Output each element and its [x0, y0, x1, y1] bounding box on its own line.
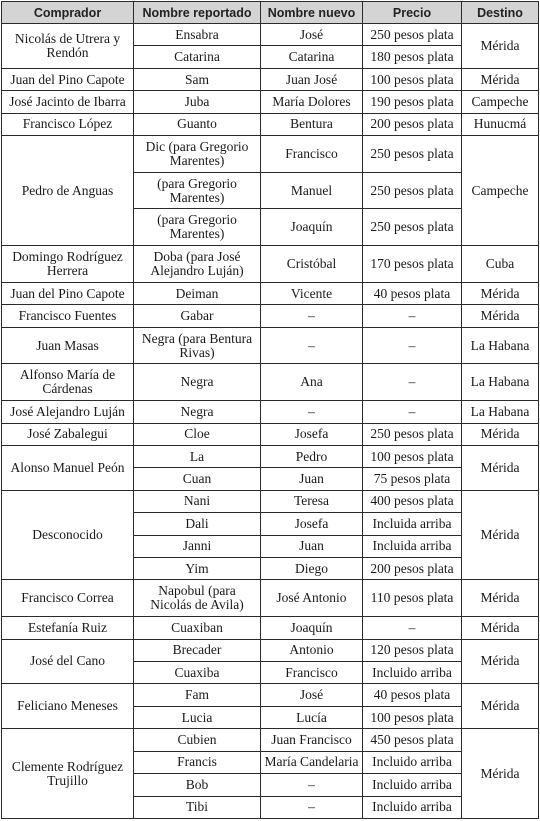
price-cell: 450 pesos plata — [363, 729, 462, 751]
price-cell: 100 pesos plata — [363, 445, 462, 467]
table-row — [2, 580, 539, 617]
reported-name-cell: Cloe — [134, 423, 261, 445]
destination-cell: Mérida — [462, 423, 539, 445]
price-cell: – — [363, 617, 462, 639]
reported-name-cell: Napobul (para Nicolás de Avila) — [134, 580, 261, 617]
table-row — [2, 24, 539, 46]
reported-name-cell: Negra — [134, 401, 261, 423]
new-name-cell: Catarina — [261, 46, 363, 68]
new-name-cell: Juan José — [261, 68, 363, 90]
buyer-cell: Nicolás de Utrera y Rendón — [2, 24, 134, 69]
reported-name-cell: Nani — [134, 490, 261, 512]
header-comprador: Comprador — [2, 2, 134, 24]
reported-name-cell: Francis — [134, 751, 261, 773]
new-name-cell: Antonio — [261, 639, 363, 661]
buyer-cell: Francisco López — [2, 113, 134, 135]
new-name-cell: Manuel — [261, 172, 363, 209]
reported-name-cell: Dali — [134, 513, 261, 535]
table-row — [2, 327, 539, 364]
table-row — [2, 136, 539, 173]
new-name-cell: – — [261, 327, 363, 364]
destination-cell: Campeche — [462, 136, 539, 246]
buyer-cell: Estefanía Ruiz — [2, 617, 134, 639]
price-cell: 170 pesos plata — [363, 246, 462, 283]
destination-cell: La Habana — [462, 364, 539, 401]
header-destino: Destino — [462, 2, 539, 24]
new-name-cell: José Antonio — [261, 580, 363, 617]
new-name-cell: Juan Francisco — [261, 729, 363, 751]
price-cell: – — [363, 401, 462, 423]
destination-cell: Campeche — [462, 91, 539, 113]
new-name-cell: Juan — [261, 535, 363, 557]
buyer-cell: José Zabalegui — [2, 423, 134, 445]
buyer-cell: Juan del Pino Capote — [2, 68, 134, 90]
table-row — [2, 684, 539, 706]
reported-name-cell: Lucia — [134, 706, 261, 728]
destination-cell: Mérida — [462, 490, 539, 580]
buyer-cell: Francisco Correa — [2, 580, 134, 617]
header-precio: Precio — [363, 2, 462, 24]
buyer-cell: Desconocido — [2, 490, 134, 580]
destination-cell: Mérida — [462, 24, 539, 69]
buyer-cell: Alonso Manuel Peón — [2, 445, 134, 490]
reported-name-cell: Dic (para Gregorio Marentes) — [134, 136, 261, 173]
buyer-cell: Domingo Rodríguez Herrera — [2, 246, 134, 283]
buyer-cell: José del Cano — [2, 639, 134, 684]
reported-name-cell: Ensabra — [134, 24, 261, 46]
price-cell: – — [363, 305, 462, 327]
new-name-cell: Teresa — [261, 490, 363, 512]
price-cell: – — [363, 327, 462, 364]
price-cell: 250 pesos plata — [363, 172, 462, 209]
price-cell: 250 pesos plata — [363, 209, 462, 246]
reported-name-cell: Guanto — [134, 113, 261, 135]
table-row — [2, 305, 539, 327]
reported-name-cell: Negra — [134, 364, 261, 401]
buyer-cell: José Alejandro Luján — [2, 401, 134, 423]
buyer-cell: Feliciano Meneses — [2, 684, 134, 729]
destination-cell: Mérida — [462, 639, 539, 684]
purchase-records-table — [1, 1, 539, 819]
new-name-cell: – — [261, 774, 363, 796]
destination-cell: Mérida — [462, 68, 539, 90]
destination-cell: La Habana — [462, 327, 539, 364]
price-cell: 100 pesos plata — [363, 706, 462, 728]
buyer-cell: Clemente Rodríguez Trujillo — [2, 729, 134, 819]
price-cell: Incluida arriba — [363, 535, 462, 557]
price-cell: Incluido arriba — [363, 774, 462, 796]
price-cell: 180 pesos plata — [363, 46, 462, 68]
destination-cell: Cuba — [462, 246, 539, 283]
reported-name-cell: La — [134, 445, 261, 467]
reported-name-cell: Fam — [134, 684, 261, 706]
price-cell: Incluido arriba — [363, 661, 462, 683]
reported-name-cell: (para Gregorio Marentes) — [134, 209, 261, 246]
reported-name-cell: Cubien — [134, 729, 261, 751]
new-name-cell: José — [261, 24, 363, 46]
new-name-cell: Pedro — [261, 445, 363, 467]
price-cell: 250 pesos plata — [363, 24, 462, 46]
price-cell: Incluido arriba — [363, 751, 462, 773]
price-cell: – — [363, 364, 462, 401]
new-name-cell: – — [261, 305, 363, 327]
new-name-cell: Joaquín — [261, 617, 363, 639]
buyer-cell: Juan Masas — [2, 327, 134, 364]
new-name-cell: Josefa — [261, 423, 363, 445]
reported-name-cell: Deiman — [134, 282, 261, 304]
table-row — [2, 91, 539, 113]
header-row — [2, 2, 539, 24]
new-name-cell: – — [261, 796, 363, 818]
new-name-cell: Francisco — [261, 661, 363, 683]
buyer-cell: Pedro de Anguas — [2, 136, 134, 246]
new-name-cell: María Dolores — [261, 91, 363, 113]
price-cell: 200 pesos plata — [363, 113, 462, 135]
table-row — [2, 639, 539, 661]
price-cell: 400 pesos plata — [363, 490, 462, 512]
new-name-cell: – — [261, 401, 363, 423]
header-nombre-nuevo: Nombre nuevo — [261, 2, 363, 24]
price-cell: 120 pesos plata — [363, 639, 462, 661]
buyer-cell: Juan del Pino Capote — [2, 282, 134, 304]
reported-name-cell: Tibi — [134, 796, 261, 818]
price-cell: 110 pesos plata — [363, 580, 462, 617]
buyer-cell: Alfonso María de Cárdenas — [2, 364, 134, 401]
reported-name-cell: Doba (para José Alejandro Luján) — [134, 246, 261, 283]
reported-name-cell: Negra (para Bentura Rivas) — [134, 327, 261, 364]
price-cell: 190 pesos plata — [363, 91, 462, 113]
destination-cell: Mérida — [462, 617, 539, 639]
reported-name-cell: Janni — [134, 535, 261, 557]
price-cell: 75 pesos plata — [363, 468, 462, 490]
reported-name-cell: Gabar — [134, 305, 261, 327]
new-name-cell: Ana — [261, 364, 363, 401]
new-name-cell: Vicente — [261, 282, 363, 304]
new-name-cell: Diego — [261, 558, 363, 580]
destination-cell: Mérida — [462, 580, 539, 617]
buyer-cell: José Jacinto de Ibarra — [2, 91, 134, 113]
reported-name-cell: Catarina — [134, 46, 261, 68]
new-name-cell: Lucía — [261, 706, 363, 728]
price-cell: 200 pesos plata — [363, 558, 462, 580]
reported-name-cell: Juba — [134, 91, 261, 113]
table-row — [2, 445, 539, 467]
price-cell: 40 pesos plata — [363, 282, 462, 304]
price-cell: 100 pesos plata — [363, 68, 462, 90]
table-body — [2, 24, 539, 819]
reported-name-cell: Cuan — [134, 468, 261, 490]
table-row — [2, 113, 539, 135]
new-name-cell: Bentura — [261, 113, 363, 135]
destination-cell: Mérida — [462, 684, 539, 729]
table-row — [2, 401, 539, 423]
new-name-cell: Cristóbal — [261, 246, 363, 283]
price-cell: 40 pesos plata — [363, 684, 462, 706]
table-row — [2, 282, 539, 304]
reported-name-cell: Cuaxiban — [134, 617, 261, 639]
new-name-cell: María Candelaria — [261, 751, 363, 773]
reported-name-cell: Cuaxiba — [134, 661, 261, 683]
price-cell: 250 pesos plata — [363, 423, 462, 445]
header-nombre-reportado: Nombre reportado — [134, 2, 261, 24]
price-cell: Incluida arriba — [363, 513, 462, 535]
reported-name-cell: Brecader — [134, 639, 261, 661]
reported-name-cell: Bob — [134, 774, 261, 796]
new-name-cell: José — [261, 684, 363, 706]
table-row — [2, 68, 539, 90]
destination-cell: Mérida — [462, 445, 539, 490]
destination-cell: Mérida — [462, 729, 539, 819]
new-name-cell: Josefa — [261, 513, 363, 535]
reported-name-cell: Sam — [134, 68, 261, 90]
destination-cell: Mérida — [462, 282, 539, 304]
price-cell: Incluido arriba — [363, 796, 462, 818]
destination-cell: Hunucmá — [462, 113, 539, 135]
buyer-cell: Francisco Fuentes — [2, 305, 134, 327]
table-row — [2, 617, 539, 639]
reported-name-cell: (para Gregorio Marentes) — [134, 172, 261, 209]
table-row — [2, 490, 539, 512]
destination-cell: La Habana — [462, 401, 539, 423]
destination-cell: Mérida — [462, 305, 539, 327]
table-row — [2, 729, 539, 751]
new-name-cell: Joaquín — [261, 209, 363, 246]
table-row — [2, 423, 539, 445]
new-name-cell: Francisco — [261, 136, 363, 173]
new-name-cell: Juan — [261, 468, 363, 490]
table-row — [2, 246, 539, 283]
price-cell: 250 pesos plata — [363, 136, 462, 173]
table-row — [2, 364, 539, 401]
reported-name-cell: Yim — [134, 558, 261, 580]
